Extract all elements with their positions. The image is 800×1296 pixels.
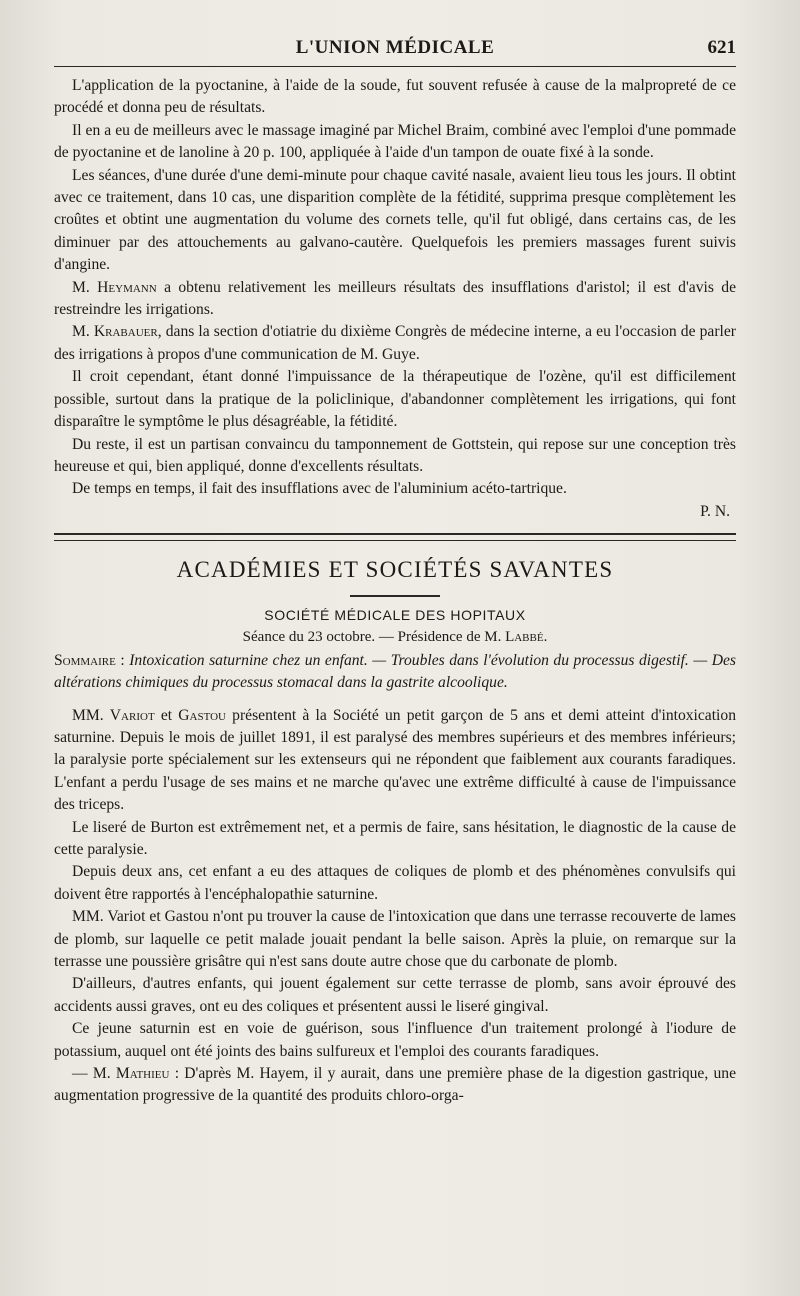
paragraph-variot: MM. Variot et Gastou présentent à la Société un petit garçon de 5 ans et demi atteint d'intoxication saturnine. Depuis le mois de juillet 1891, il est paralysé des membres supérieurs et des membres inférieurs; la paralysie porte spécialement sur les extenseurs qui ne répondent que faiblement aux courants faradiques. L'enfant a perdu l'usage de ses mains et ne marche qu'avec une extrême difficulté à cause de l'impuissance des triceps. — [54, 706, 736, 814]
paragraph: Il en a eu de meilleurs avec le massage imaginé par Michel Braim, combiné avec l'emploi d'une pommade de pyoctanine et de lanoline à 20 p. 100, appliquée à l'aide d'un tampon de ouate fixé à la sonde. — [54, 121, 736, 162]
paragraph: L'application de la pyoctanine, à l'aide de la soude, fut souvent refusée à cause de la malpropreté de ce procédé et donna peu de résultats. — [54, 77, 736, 117]
seance-line: Séance du 23 octobre. — Présidence de M. Labbé. — [242, 628, 548, 645]
president-name: Labbé — [505, 628, 544, 645]
paragraph: Depuis deux ans, cet enfant a eu des attaques de coliques de plomb et des phénomènes convulsifs qui doivent être rapportés à l'encéphalopathie saturnine. — [54, 863, 736, 903]
title-rule — [350, 595, 440, 597]
paragraph-krabauer: M. Krabauer, dans la section d'otiatrie du dixième Congrès de médecine interne, a eu l'occasion de parler des irrigations à propos d'une communication de M. Guye. — [54, 323, 736, 363]
signature: P. N. — [700, 502, 730, 520]
author-name: Gastou — [178, 706, 226, 724]
paragraph: Du reste, il est un partisan convaincu du tamponnement de Gottstein, qui repose sur une conception très heureuse et qui, bien appliqué, donne d'excellents résultats. — [54, 435, 736, 475]
paragraph: Il croit cependant, étant donné l'impuissance de la thérapeutique de l'ozène, qu'il est difficilement possible, surtout dans la pratique de la policlinique, d'abandonner complètement les irrigations, qui font disparaître le symptôme le plus désagréable, la fétidité. — [54, 368, 736, 431]
sommaire-label: Sommaire — [54, 651, 116, 669]
author-name: Variot — [109, 706, 155, 724]
paragraph-mathieu: — M. Mathieu : D'après M. Hayem, il y aurait, dans une première phase de la digestion gastrique, une augmentation progressive de la quantité des produits chloro-orga- — [54, 1065, 736, 1105]
paragraph-heymann: M. Heymann a obtenu relativement les meilleurs résultats des insufflations d'aristol; il est d'avis de restreindre les irrigations. — [54, 278, 736, 319]
paragraph: Ce jeune saturnin est en voie de guérison, sous l'influence d'un traitement prolongé à l'iodure de potassium, auquel ont été joints des bains sulfureux et l'emploi des courants faradiques. — [54, 1020, 736, 1060]
section-title: ACADÉMIES ET SOCIÉTÉS SAVANTES — [176, 556, 614, 582]
paragraph: De temps en temps, il fait des insufflations avec de l'aluminium acéto-tartrique. — [72, 480, 567, 498]
author-name: M. Heymann — [72, 278, 157, 296]
sommaire-text: Intoxication saturnine chez un enfant. — Troubles dans l'évolution du processus digestif. — Des altérations chimiques du processus stomacal dans la gastrite alcoolique. — [54, 651, 736, 692]
paragraph: Les séances, d'une durée d'une demi-minute pour chaque cavité nasale, avaient lieu tous les jours. Il obtint avec ce traitement, dans 10 cas, une disparition complète de la fétidité, supprima presque complètement les croûtes et obtint une augmentation du volume des cornets telle, qu'il fut obligé, dans certains cas, de les diminuer par des attouchements au galvano-cautère. Quelquefois les premiers massages furent suivis d'angine. — [54, 166, 736, 274]
paragraph: Le liseré de Burton est extrêmement net, et a permis de faire, sans hésitation, le diagnostic de la cause de cette paralysie. — [54, 818, 736, 858]
paragraph: MM. Variot et Gastou n'ont pu trouver la cause de l'intoxication que dans une terrasse recouverte de lames de plomb, sur laquelle ce petit malade jouait pendant la belle saison. Après la pluie, on remarque sur la terrasse une poussière grisâtre qui n'est sans doute autre chose que du carbonate de plomb. — [54, 908, 736, 970]
society-heading: SOCIÉTÉ MÉDICALE DES HOPITAUX — [264, 606, 526, 623]
page-number: 621 — [707, 37, 736, 58]
journal-title: L'UNION MÉDICALE — [295, 37, 495, 58]
paragraph: D'ailleurs, d'autres enfants, qui jouent également sur cette terrasse de plomb, sans avoir éprouvé des accidents aussi graves, ont eu des coliques et présentent aussi le liseré gingival. — [54, 975, 736, 1015]
running-head — [54, 30, 736, 66]
sommaire: Sommaire : Intoxication saturnine chez un enfant. — Troubles dans l'évolution du processus digestif. — Des altérations chimiques du processus stomacal dans la gastrite alcoolique. — [54, 651, 736, 692]
author-name: Krabauer — [93, 323, 158, 341]
header-rule — [54, 66, 736, 67]
author-name: Mathieu — [115, 1065, 170, 1083]
section-divider — [54, 533, 736, 541]
